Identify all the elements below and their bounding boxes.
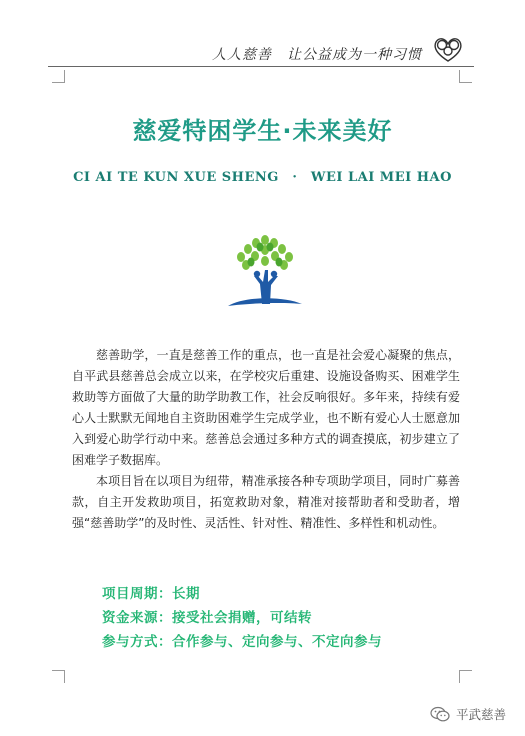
project-period: 项目周期：长期 — [102, 586, 200, 602]
funding-source: 资金来源：接受社会捐赠，可结转 — [102, 610, 312, 626]
crop-mark — [459, 70, 472, 83]
heart-flower-logo — [431, 34, 465, 64]
watermark — [430, 705, 506, 723]
page-title: 慈爱特困学生·未来美好 — [132, 117, 393, 145]
tree-people-icon — [224, 232, 306, 314]
wechat-icon — [430, 706, 450, 722]
crop-mark — [52, 70, 65, 83]
header-rule — [48, 66, 474, 67]
body-text — [72, 345, 460, 534]
crop-mark — [52, 670, 65, 683]
page-subtitle: CI AI TE KUN XUE SHENG · WEI LAI MEI HAO — [73, 170, 452, 185]
paragraph: 本项目旨在以项目为纽带，精准承接各种专项助学项目，同时广募善款，自主开发救助项目，拓宽救助对象，精准对接帮助者和受助者，增强“慈善助学”的及时性、灵活性、针对性、精准性、多样性和机动性。 — [72, 474, 460, 530]
header-slogan: 人人慈善 让公益成为一种习惯 — [212, 47, 422, 63]
watermark-text: 平武慈善 — [456, 707, 507, 722]
paragraph: 慈善助学，一直是慈善工作的重点，也一直是社会爱心凝聚的焦点，自平武县慈善总会成立以来，在学校灾后重建、设施设备购买、困难学生救助等方面做了大量的助学助教工作，社会反响很好。多年来，持续有爱心人士默默无闻地自主资助困难学生完成学业，也不断有爱心人士愿意加入到爱心助学行动中来。慈善总会通过多种方式的调查摸底，初步建立了困难学子数据库。 — [72, 348, 460, 467]
crop-mark — [459, 670, 472, 683]
participation-method: 参与方式：合作参与、定向参与、不定向参与 — [102, 634, 382, 650]
